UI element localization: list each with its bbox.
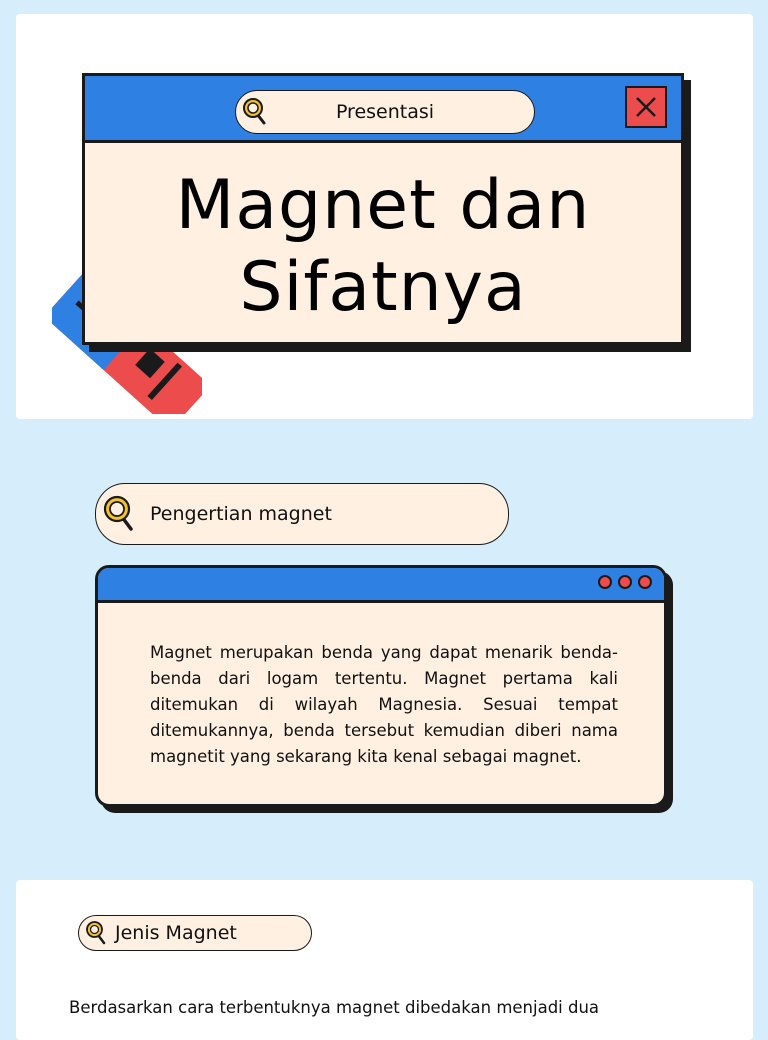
title-slide — [16, 14, 753, 419]
definition-body: Magnet merupakan benda yang dapat menarik benda-benda dari logam tertentu. Magnet pertama kali ditemukan di wilayah Magnesia. Sesuai tempat ditemukannya, benda tersebut kemudian diberi nama magnetit yang sekarang kita kenal sebagai magnet. — [150, 643, 618, 766]
title-window-bar — [85, 76, 681, 143]
types-slide — [16, 880, 753, 1040]
types-heading-pill — [78, 915, 312, 951]
close-icon — [634, 95, 658, 119]
magnifier-icon — [102, 494, 136, 534]
definition-heading: Pengertian magnet — [150, 503, 332, 525]
window-dot-icon — [638, 575, 652, 589]
close-button[interactable] — [625, 86, 667, 128]
window-dot-icon — [598, 575, 612, 589]
window-label: Presentasi — [335, 101, 435, 123]
window-dots — [598, 575, 652, 589]
definition-window — [95, 565, 667, 807]
window-label-pill — [235, 90, 535, 134]
definition-heading-pill — [95, 483, 509, 545]
types-heading: Jenis Magnet — [115, 922, 237, 944]
definition-window-bar — [98, 568, 664, 603]
window-dot-icon — [618, 575, 632, 589]
magnifier-icon — [85, 920, 107, 946]
page-title — [85, 165, 681, 329]
title-line-1: Magnet dan — [175, 166, 591, 245]
types-body: Berdasarkan cara terbentuknya magnet dibedakan menjadi dua — [69, 998, 600, 1017]
title-line-2: Sifatnya — [239, 248, 527, 327]
title-window — [82, 73, 684, 345]
